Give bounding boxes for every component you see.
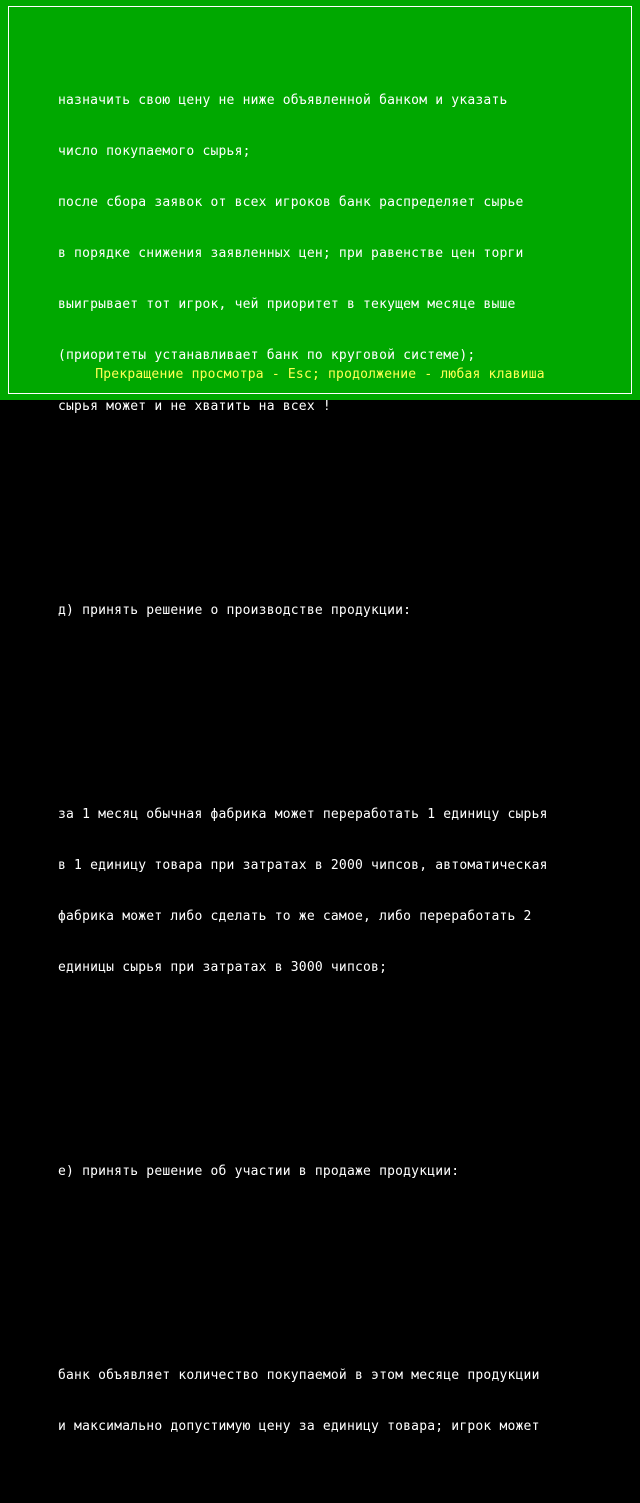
text-line: д) принять решение о производстве продукции:	[58, 603, 412, 618]
blank-line	[58, 500, 618, 517]
text-line: и максимально допустимую цену за единицу товара; игрок может	[58, 1419, 540, 1434]
paragraph-continuation	[58, 58, 618, 449]
text-line: выигрывает тот игрок, чей приоритет в текущем месяце выше	[58, 297, 516, 312]
text-line: в порядке снижения заявленных цен; при равенстве цен торги	[58, 246, 524, 261]
text-line: за 1 месяц обычная фабрика может переработать 1 единицу сырья	[58, 807, 548, 822]
text-line: фабрика может либо сделать то же самое, либо переработать 2	[58, 909, 532, 924]
blank-line	[58, 1061, 618, 1078]
text-line: назначить свою цену не ниже объявленной банком и указать	[58, 93, 508, 108]
text-line: банк объявляет количество покупаемой в этом месяце продукции	[58, 1368, 540, 1383]
text-line: в 1 единицу товара при затратах в 2000 чипсов, автоматическая	[58, 858, 548, 873]
paragraph-e-heading	[58, 1129, 618, 1214]
text-line: (приоритеты устанавливает банк по круговой системе);	[58, 348, 476, 363]
blank-line	[58, 1265, 618, 1282]
help-text-body	[58, 24, 618, 1503]
text-line: сырья может и не хватить на всех !	[58, 399, 331, 414]
blank-line	[58, 704, 618, 721]
paragraph-d-heading	[58, 568, 618, 653]
text-line: число покупаемого сырья;	[58, 144, 251, 159]
text-line: после сбора заявок от всех игроков банк распределяет сырье	[58, 195, 524, 210]
text-line: е) принять решение об участии в продаже продукции:	[58, 1164, 460, 1179]
text-line: единицы сырья при затратах в 3000 чипсов;	[58, 960, 388, 975]
footer-hint: Прекращение просмотра - Esc; продолжение - любая клавиша	[95, 367, 545, 382]
paragraph-d-body	[58, 772, 618, 1010]
paragraph-e-body	[58, 1333, 618, 1469]
